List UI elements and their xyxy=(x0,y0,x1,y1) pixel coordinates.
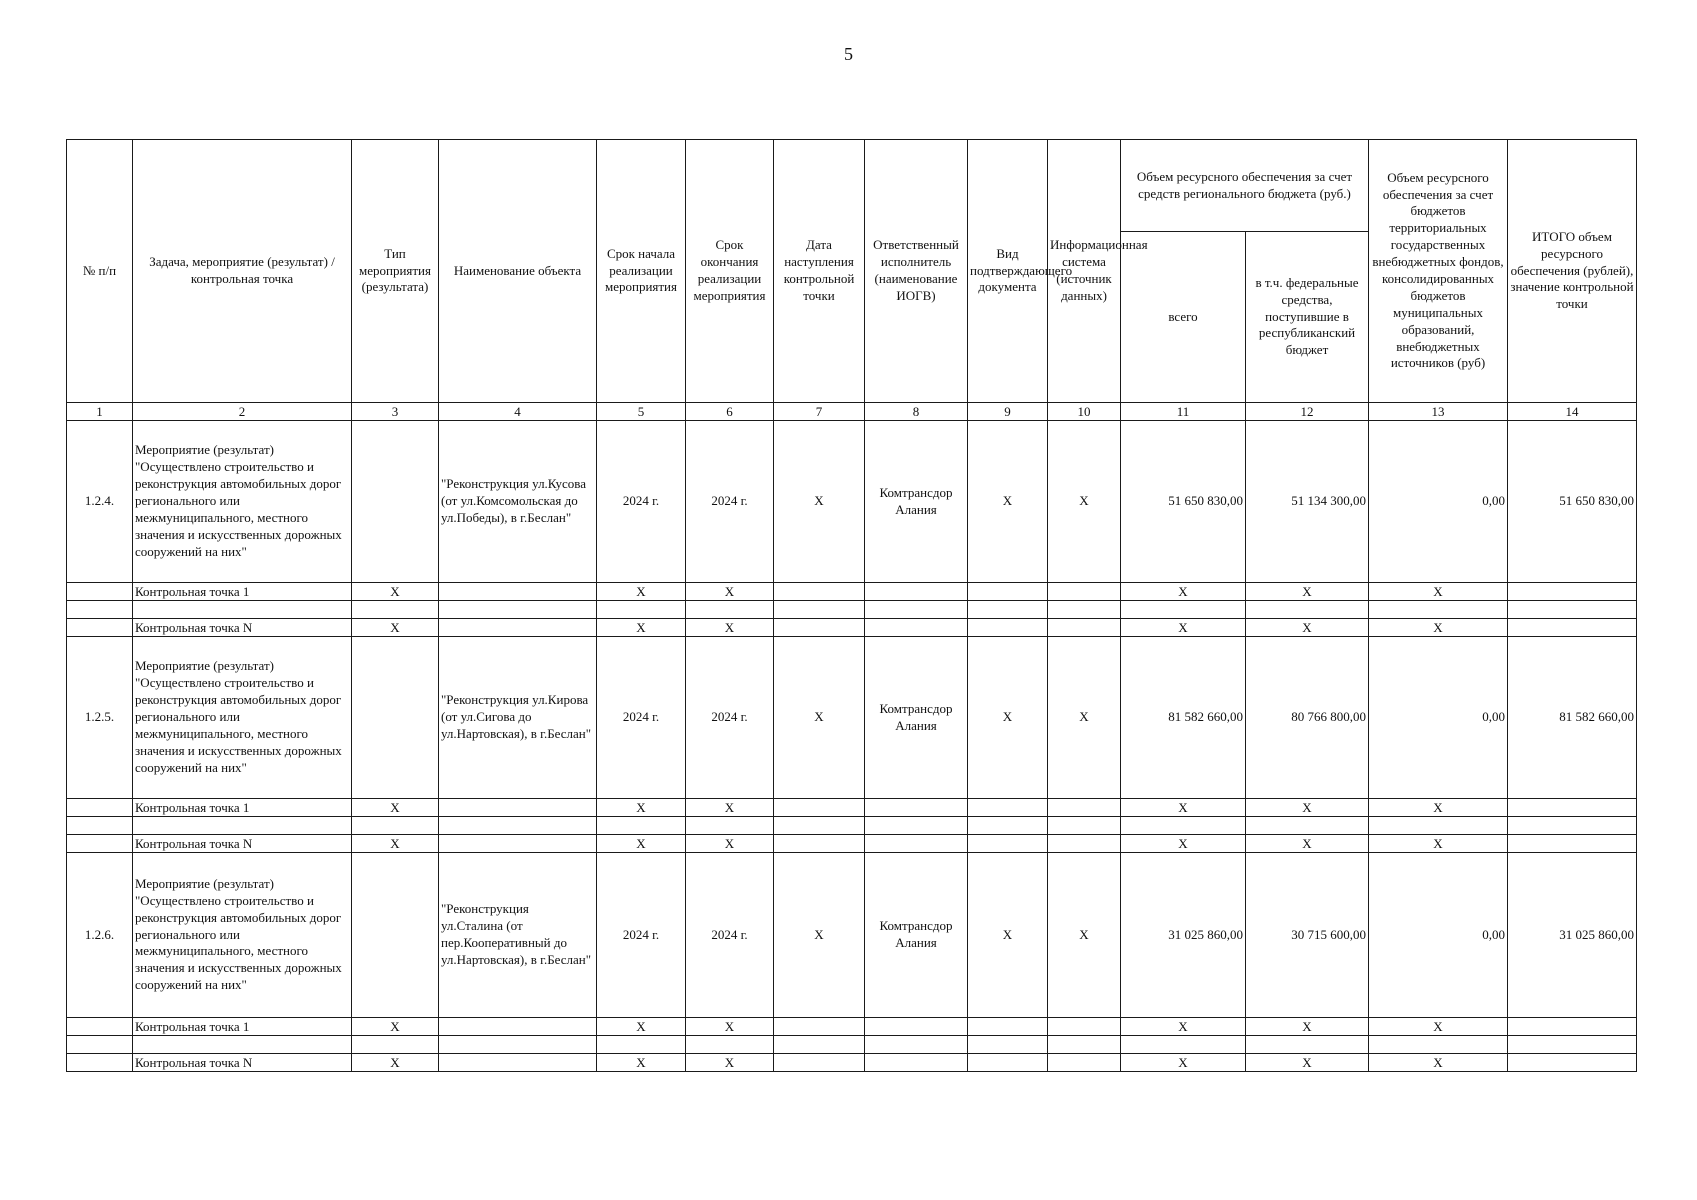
column-number: 1 xyxy=(67,403,133,421)
federal-funds: 80 766 800,00 xyxy=(1246,637,1369,799)
x-mark: X xyxy=(1246,835,1369,853)
x-mark: X xyxy=(1369,835,1508,853)
empty-cell xyxy=(439,1018,597,1036)
itogo-value: 31 025 860,00 xyxy=(1508,853,1637,1018)
empty-cell xyxy=(1508,619,1637,637)
header-doc: Вид подтверждающего документа xyxy=(968,140,1048,403)
empty-cell xyxy=(1048,799,1121,817)
regional-total: 51 650 830,00 xyxy=(1121,421,1246,583)
x-mark: X xyxy=(1369,619,1508,637)
itogo-value: 51 650 830,00 xyxy=(1508,421,1637,583)
object-name: "Реконструкция ул.Сталина (от пер.Кооперативный до ул.Нартовская), в г.Беслан" xyxy=(439,853,597,1018)
start-date: 2024 г. xyxy=(597,637,686,799)
column-number: 13 xyxy=(1369,403,1508,421)
other-funds: 0,00 xyxy=(1369,637,1508,799)
executor: Комтрансдор Алания xyxy=(865,637,968,799)
empty-cell xyxy=(865,1054,968,1072)
empty-cell xyxy=(865,835,968,853)
x-mark: X xyxy=(597,619,686,637)
column-number: 8 xyxy=(865,403,968,421)
row-number: 1.2.6. xyxy=(67,853,133,1018)
row-number: 1.2.4. xyxy=(67,421,133,583)
row-number: 1.2.5. xyxy=(67,637,133,799)
column-number: 6 xyxy=(686,403,774,421)
column-number: 4 xyxy=(439,403,597,421)
x-mark: X xyxy=(597,1054,686,1072)
x-mark: X xyxy=(352,619,439,637)
empty-cell xyxy=(968,619,1048,637)
x-mark: X xyxy=(352,1018,439,1036)
table-row xyxy=(67,619,1637,637)
control-date: X xyxy=(774,853,865,1018)
control-point-label: Контрольная точка N xyxy=(133,619,352,637)
page-number: 5 xyxy=(844,44,853,64)
control-date: X xyxy=(774,637,865,799)
empty-cell xyxy=(968,583,1048,601)
column-number: 12 xyxy=(1246,403,1369,421)
executor: Комтрансдор Алания xyxy=(865,421,968,583)
header-date: Дата наступления контрольной точки xyxy=(774,140,865,403)
itogo-value: 81 582 660,00 xyxy=(1508,637,1637,799)
empty-cell xyxy=(1048,1018,1121,1036)
object-name: "Реконструкция ул.Кусова (от ул.Комсомольская до ул.Победы), в г.Беслан" xyxy=(439,421,597,583)
empty-cell xyxy=(1048,1054,1121,1072)
x-mark: X xyxy=(352,583,439,601)
other-funds: 0,00 xyxy=(1369,421,1508,583)
x-mark: X xyxy=(597,1018,686,1036)
x-mark: X xyxy=(1246,799,1369,817)
column-number: 3 xyxy=(352,403,439,421)
control-date: X xyxy=(774,421,865,583)
empty-cell xyxy=(968,1054,1048,1072)
empty-cell xyxy=(968,1018,1048,1036)
x-mark: X xyxy=(686,619,774,637)
x-mark: X xyxy=(352,835,439,853)
table-row xyxy=(67,853,1637,1018)
x-mark: X xyxy=(686,799,774,817)
header-executor: Ответственный исполнитель (наименование ИОГВ) xyxy=(865,140,968,403)
executor: Комтрансдор Алания xyxy=(865,853,968,1018)
empty-cell xyxy=(67,1054,133,1072)
table-row xyxy=(67,421,1637,583)
header-federal: в т.ч. федеральные средства, поступившие в республиканский бюджет xyxy=(1246,232,1369,403)
regional-total: 31 025 860,00 xyxy=(1121,853,1246,1018)
empty-cell xyxy=(1508,1018,1637,1036)
table-row xyxy=(67,817,1637,835)
x-mark: X xyxy=(686,1018,774,1036)
empty-cell xyxy=(774,1018,865,1036)
x-mark: X xyxy=(597,835,686,853)
table-row xyxy=(67,835,1637,853)
column-number: 14 xyxy=(1508,403,1637,421)
table-row xyxy=(67,1018,1637,1036)
measure-type xyxy=(352,637,439,799)
table-row xyxy=(67,1036,1637,1054)
regional-total: 81 582 660,00 xyxy=(1121,637,1246,799)
header-num: № п/п xyxy=(67,140,133,403)
header-itogo: ИТОГО объем ресурсного обеспечения (рублей), значение контрольной точки xyxy=(1508,140,1637,403)
start-date: 2024 г. xyxy=(597,421,686,583)
federal-funds: 51 134 300,00 xyxy=(1246,421,1369,583)
control-point-label: Контрольная точка N xyxy=(133,1054,352,1072)
control-point-label: Контрольная точка 1 xyxy=(133,583,352,601)
federal-funds: 30 715 600,00 xyxy=(1246,853,1369,1018)
empty-cell xyxy=(1048,619,1121,637)
empty-cell xyxy=(865,583,968,601)
end-date: 2024 г. xyxy=(686,853,774,1018)
x-mark: X xyxy=(597,583,686,601)
empty-cell xyxy=(439,1054,597,1072)
column-numbers-row xyxy=(67,403,1637,421)
empty-cell xyxy=(67,619,133,637)
x-mark: X xyxy=(1121,619,1246,637)
column-number: 7 xyxy=(774,403,865,421)
task-description: Мероприятие (результат) "Осуществлено строительство и реконструкция автомобильных дорог регионального или межмуниципального, местного значения и искусственных дорожных сооружений на них" xyxy=(133,421,352,583)
document-type: X xyxy=(968,853,1048,1018)
resource-table xyxy=(66,139,1637,1072)
empty-cell xyxy=(1048,835,1121,853)
empty-cell xyxy=(774,583,865,601)
empty-cell xyxy=(67,1018,133,1036)
empty-cell xyxy=(774,1054,865,1072)
x-mark: X xyxy=(686,583,774,601)
info-system: X xyxy=(1048,421,1121,583)
header-system: Информационная система (источник данных) xyxy=(1048,140,1121,403)
column-number: 11 xyxy=(1121,403,1246,421)
x-mark: X xyxy=(1369,1018,1508,1036)
x-mark: X xyxy=(1369,1054,1508,1072)
info-system: X xyxy=(1048,853,1121,1018)
empty-cell xyxy=(774,799,865,817)
document-type: X xyxy=(968,421,1048,583)
x-mark: X xyxy=(1121,583,1246,601)
column-number: 2 xyxy=(133,403,352,421)
empty-cell xyxy=(774,619,865,637)
table-row xyxy=(67,583,1637,601)
header-end: Срок окончания реализации мероприятия xyxy=(686,140,774,403)
measure-type xyxy=(352,421,439,583)
header-start: Срок начала реализации мероприятия xyxy=(597,140,686,403)
x-mark: X xyxy=(1246,619,1369,637)
x-mark: X xyxy=(1246,1054,1369,1072)
column-number: 10 xyxy=(1048,403,1121,421)
empty-cell xyxy=(865,619,968,637)
end-date: 2024 г. xyxy=(686,421,774,583)
end-date: 2024 г. xyxy=(686,637,774,799)
table-row xyxy=(67,637,1637,799)
task-description: Мероприятие (результат) "Осуществлено строительство и реконструкция автомобильных дорог регионального или межмуниципального, местного значения и искусственных дорожных сооружений на них" xyxy=(133,853,352,1018)
empty-cell xyxy=(1508,1054,1637,1072)
control-point-label: Контрольная точка 1 xyxy=(133,1018,352,1036)
x-mark: X xyxy=(686,1054,774,1072)
empty-cell xyxy=(968,799,1048,817)
x-mark: X xyxy=(686,835,774,853)
x-mark: X xyxy=(1121,799,1246,817)
x-mark: X xyxy=(1121,835,1246,853)
empty-cell xyxy=(439,835,597,853)
header-object: Наименование объекта xyxy=(439,140,597,403)
column-number: 5 xyxy=(597,403,686,421)
table-row xyxy=(67,799,1637,817)
table-row xyxy=(67,1054,1637,1072)
x-mark: X xyxy=(1246,1018,1369,1036)
empty-cell xyxy=(67,583,133,601)
empty-cell xyxy=(67,799,133,817)
empty-cell xyxy=(439,583,597,601)
empty-cell xyxy=(439,619,597,637)
empty-cell xyxy=(1508,583,1637,601)
header-type: Тип мероприятия (результата) xyxy=(352,140,439,403)
other-funds: 0,00 xyxy=(1369,853,1508,1018)
x-mark: X xyxy=(1121,1054,1246,1072)
control-point-label: Контрольная точка N xyxy=(133,835,352,853)
info-system: X xyxy=(1048,637,1121,799)
document-type: X xyxy=(968,637,1048,799)
x-mark: X xyxy=(1369,583,1508,601)
empty-cell xyxy=(1508,835,1637,853)
header-task: Задача, мероприятие (результат) / контрольная точка xyxy=(133,140,352,403)
empty-cell xyxy=(67,835,133,853)
empty-cell xyxy=(865,799,968,817)
header-regional-group: Объем ресурсного обеспечения за счет средств регионального бюджета (руб.) xyxy=(1121,140,1369,232)
x-mark: X xyxy=(1246,583,1369,601)
header-other: Объем ресурсного обеспечения за счет бюджетов территориальных государственных внебюджетных фондов, консолидированных бюджетов муниципальных образований, внебюджетных источников (руб) xyxy=(1369,140,1508,403)
x-mark: X xyxy=(1369,799,1508,817)
x-mark: X xyxy=(1121,1018,1246,1036)
task-description: Мероприятие (результат) "Осуществлено строительство и реконструкция автомобильных дорог регионального или межмуниципального, местного значения и искусственных дорожных сооружений на них" xyxy=(133,637,352,799)
empty-cell xyxy=(439,799,597,817)
empty-cell xyxy=(968,835,1048,853)
control-point-label: Контрольная точка 1 xyxy=(133,799,352,817)
empty-cell xyxy=(1048,583,1121,601)
start-date: 2024 г. xyxy=(597,853,686,1018)
empty-cell xyxy=(774,835,865,853)
x-mark: X xyxy=(352,1054,439,1072)
empty-cell xyxy=(865,1018,968,1036)
empty-cell xyxy=(1508,799,1637,817)
x-mark: X xyxy=(597,799,686,817)
column-number: 9 xyxy=(968,403,1048,421)
x-mark: X xyxy=(352,799,439,817)
object-name: "Реконструкция ул.Кирова (от ул.Сигова до ул.Нартовская), в г.Беслан" xyxy=(439,637,597,799)
header-total: всего xyxy=(1121,232,1246,403)
measure-type xyxy=(352,853,439,1018)
table-row xyxy=(67,601,1637,619)
